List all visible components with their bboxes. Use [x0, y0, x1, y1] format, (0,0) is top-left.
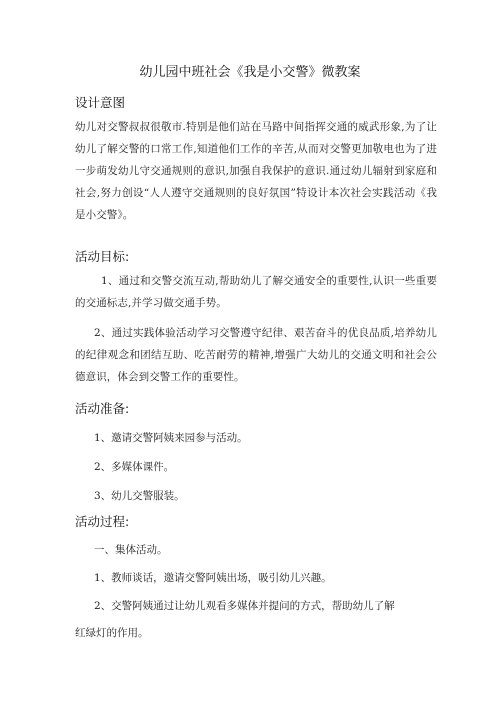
goal-item-1: 1、通过和交警交流互动,帮助幼儿了解交通安全的重要性,认识一些重要的交通标志,并学习做交通手势。	[75, 275, 437, 309]
prep-item-1: 1、邀请交警阿姨来园参与活动。	[94, 432, 248, 444]
design-intent-paragraph: 幼儿对交警叔叔很敬市.特别是他们站在马路中间指挥交通的威武形象,为了让幼儿了解交警的口常工作,知道他们工作的辛苦,从而对交警更加敬电也为了进一步萌发幼儿守交通规则的意识,加强自我保护的意识.通过幼儿辐射到家庭和社会,努力创设“人人遵守交通规则的良好氛国”特设计本次社会实践活动《我是小交警》。	[75, 121, 437, 221]
process-item-2-line-1: 2、交警阿姨通过让幼儿观看多媒体并提问的方式，帮助幼儿了解	[94, 600, 395, 612]
process-part-1: 一、集体活动。	[94, 544, 168, 556]
process-item-2-line-2: 红绿灯的作用。	[75, 627, 149, 639]
document-title: 幼儿园中班社会《我是小交警》微教案	[139, 65, 361, 80]
design-intent-heading: 设计意图	[75, 95, 126, 110]
prep-item-2: 2、多媒体课件。	[94, 461, 175, 473]
activity-process-heading: 活动过程:	[75, 514, 130, 529]
goal-item-2: 2、通过实践体验活动学习交警遵守纪律、艰苦奋斗的优良品质,培养幼儿的纪律观念和团结互助、吃苦耐劳的精神,增强广大幼儿的交通文明和社会公德意识，体会到交警工作的重要性。	[75, 327, 437, 383]
process-item-1: 1、教师谈话，邀请交警阿姨出场，吸引幼儿兴趣。	[94, 572, 332, 584]
prep-item-3: 3、幼儿交警服装。	[94, 490, 185, 502]
activity-prep-heading: 活动准备:	[75, 401, 130, 416]
activity-goals-heading: 活动目标:	[75, 249, 130, 264]
